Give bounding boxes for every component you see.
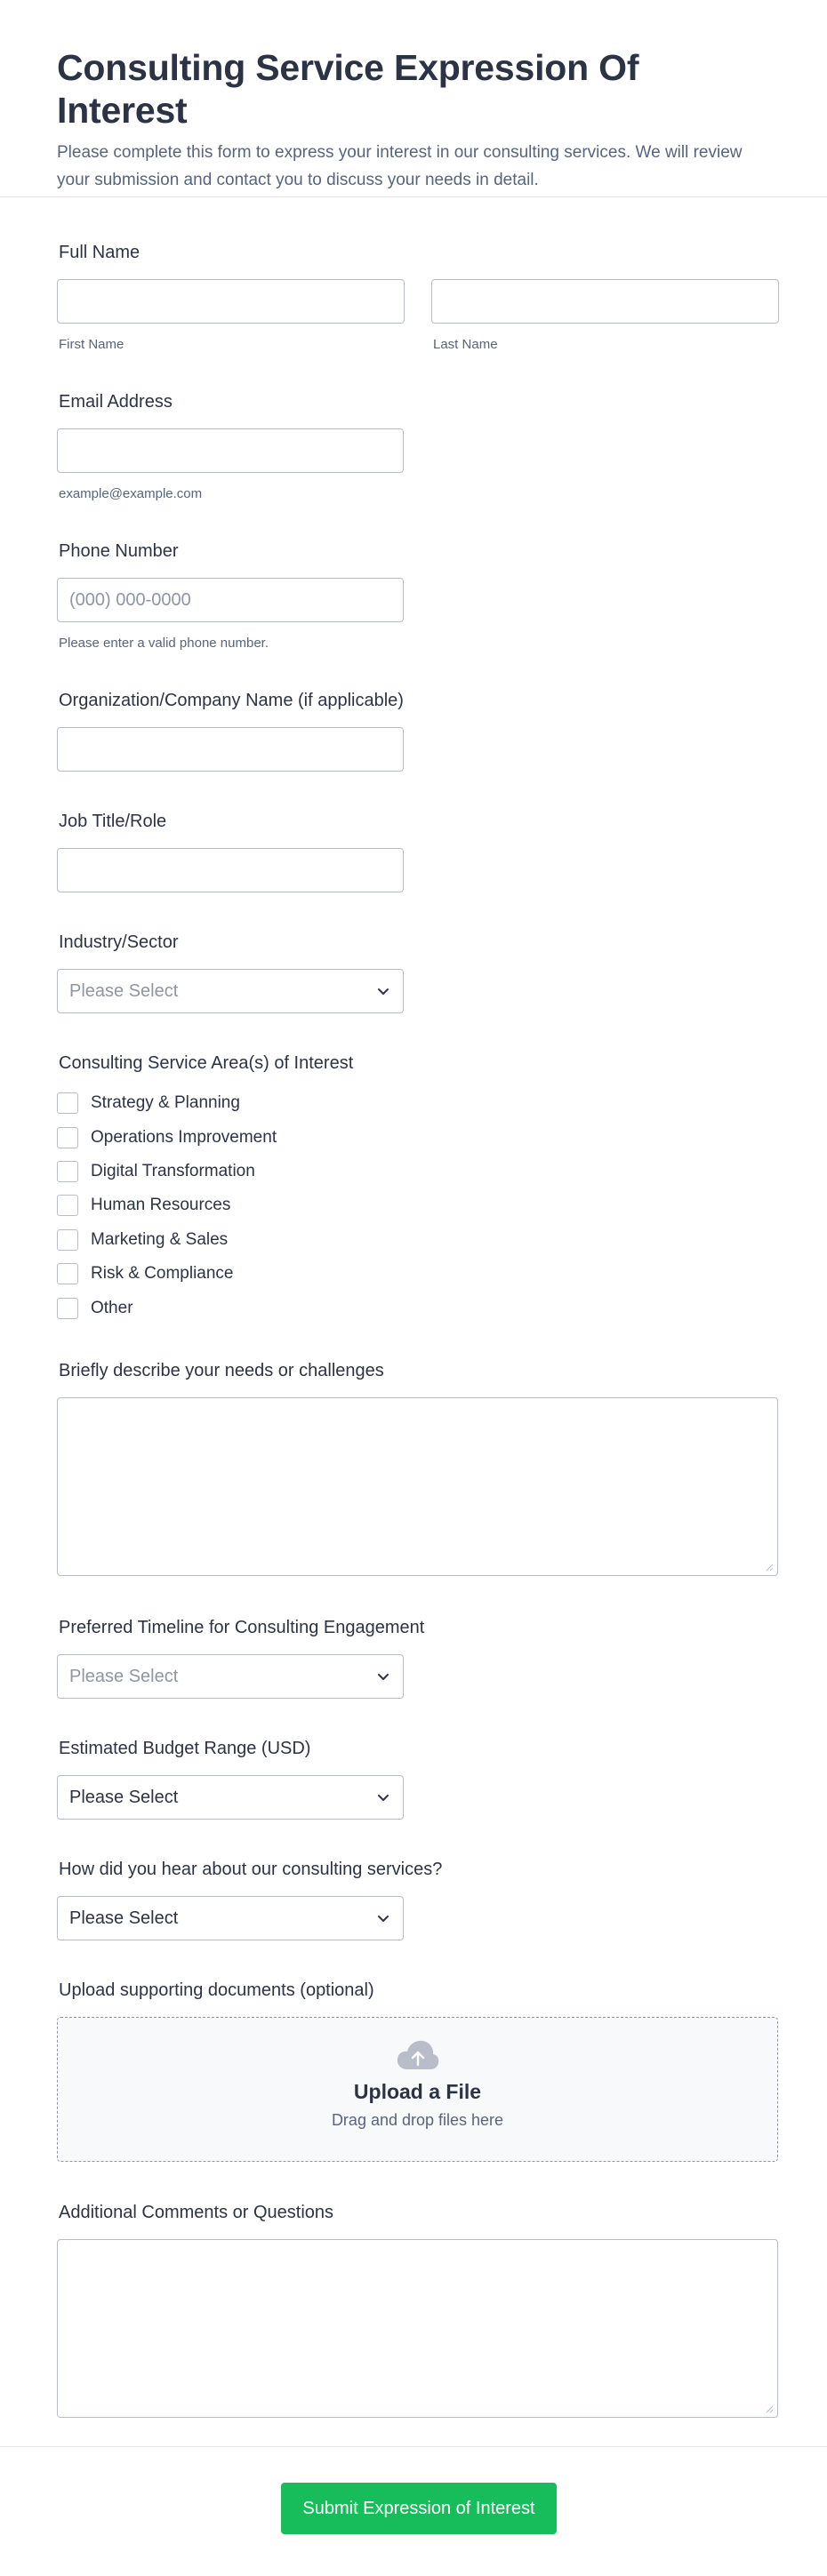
upload-subtitle: Drag and drop files here [331, 2111, 504, 2129]
checkbox-other[interactable] [57, 1291, 353, 1324]
job-title-input[interactable] [57, 848, 404, 892]
checkbox-marketing-sales[interactable] [57, 1223, 353, 1257]
chevron-down-icon [376, 984, 390, 998]
checkbox-box[interactable] [57, 1161, 78, 1182]
email-label: Email Address [59, 392, 173, 412]
needs-textarea[interactable] [57, 1397, 778, 1576]
budget-field-group [57, 1738, 404, 1820]
timeline-field-group [57, 1617, 424, 1699]
chevron-down-icon [376, 1790, 390, 1804]
cloud-upload-icon [396, 2039, 440, 2071]
service-areas-label: Consulting Service Area(s) of Interest [59, 1053, 354, 1073]
job-title-label: Job Title/Role [59, 812, 167, 831]
job-title-field-group [57, 811, 404, 892]
last-name-input[interactable] [431, 279, 779, 324]
email-input[interactable] [57, 428, 404, 473]
comments-field-group [57, 2202, 778, 2418]
resize-handle-icon[interactable] [765, 1563, 774, 1572]
phone-label: Phone Number [59, 541, 179, 561]
checkbox-box[interactable] [57, 1263, 78, 1284]
checkbox-box[interactable] [57, 1127, 78, 1148]
checkbox-human-resources[interactable] [57, 1188, 353, 1222]
budget-select[interactable] [57, 1775, 404, 1820]
first-name-col [57, 279, 405, 352]
checkbox-box[interactable] [57, 1195, 78, 1216]
checkbox-risk-compliance[interactable] [57, 1257, 353, 1291]
organization-input[interactable] [57, 727, 404, 772]
budget-label: Estimated Budget Range (USD) [59, 1739, 311, 1758]
full-name-row [57, 279, 779, 352]
industry-label: Industry/Sector [59, 932, 179, 952]
budget-select-value: Please Select [69, 1787, 179, 1807]
comments-label: Additional Comments or Questions [59, 2203, 334, 2222]
organization-label: Organization/Company Name (if applicable) [59, 691, 404, 710]
phone-field-group [57, 540, 404, 651]
checkbox-label[interactable]: Marketing & Sales [91, 1229, 229, 1249]
page-description: Please complete this form to express your interest in our consulting services. We will review your submission and contact you to discuss your needs in detail. [57, 143, 743, 189]
checkbox-strategy-planning[interactable] [57, 1086, 353, 1120]
full-name-field [57, 242, 779, 352]
email-sublabel: example@example.com [59, 486, 203, 501]
checkbox-box[interactable] [57, 1298, 78, 1319]
first-name-input[interactable] [57, 279, 405, 324]
upload-title: Upload a File [353, 2080, 482, 2103]
upload-field-group [57, 1980, 778, 2162]
first-name-sublabel: First Name [59, 337, 124, 352]
needs-label: Briefly describe your needs or challenges [59, 1361, 384, 1380]
upload-label: Upload supporting documents (optional) [59, 1980, 374, 2000]
checkbox-label[interactable]: Strategy & Planning [91, 1093, 240, 1113]
service-areas-field-group [57, 1052, 353, 1325]
chevron-down-icon [376, 1911, 390, 1925]
timeline-select[interactable] [57, 1654, 404, 1699]
industry-select[interactable] [57, 969, 404, 1013]
form-footer [0, 2446, 827, 2576]
form-header [0, 0, 827, 197]
checkbox-box[interactable] [57, 1092, 78, 1114]
page-title: Consulting Service Expression Of Interest [57, 47, 639, 131]
referral-field-group [57, 1859, 442, 1940]
phone-input[interactable] [57, 578, 404, 622]
comments-textarea[interactable] [57, 2239, 778, 2418]
industry-select-value: Please Select [69, 980, 179, 1001]
last-name-sublabel: Last Name [433, 337, 498, 352]
submit-button[interactable]: Submit Expression of Interest [281, 2483, 557, 2534]
phone-sublabel: Please enter a valid phone number. [59, 636, 269, 651]
needs-field-group [57, 1360, 778, 1576]
checkbox-label[interactable]: Digital Transformation [91, 1161, 255, 1180]
resize-handle-icon[interactable] [765, 2404, 774, 2413]
last-name-col [431, 279, 779, 352]
referral-label: How did you hear about our consulting services? [59, 1860, 443, 1879]
timeline-select-value: Please Select [69, 1666, 179, 1686]
referral-select-value: Please Select [69, 1908, 179, 1928]
upload-dropzone[interactable] [57, 2017, 778, 2162]
service-areas-checklist [57, 1086, 353, 1325]
chevron-down-icon [376, 1669, 390, 1684]
checkbox-digital-transformation[interactable] [57, 1155, 353, 1188]
checkbox-label[interactable]: Risk & Compliance [91, 1264, 234, 1284]
checkbox-label[interactable]: Human Resources [91, 1196, 231, 1215]
checkbox-operations-improvement[interactable] [57, 1120, 353, 1154]
organization-field-group [57, 690, 404, 772]
industry-field-group [57, 932, 404, 1013]
timeline-label: Preferred Timeline for Consulting Engagement [59, 1618, 425, 1637]
full-name-label: Full Name [59, 243, 141, 262]
checkbox-box[interactable] [57, 1229, 78, 1251]
referral-select[interactable] [57, 1896, 404, 1940]
checkbox-label[interactable]: Other [91, 1298, 133, 1317]
checkbox-label[interactable]: Operations Improvement [91, 1127, 277, 1147]
email-field-group [57, 391, 404, 501]
